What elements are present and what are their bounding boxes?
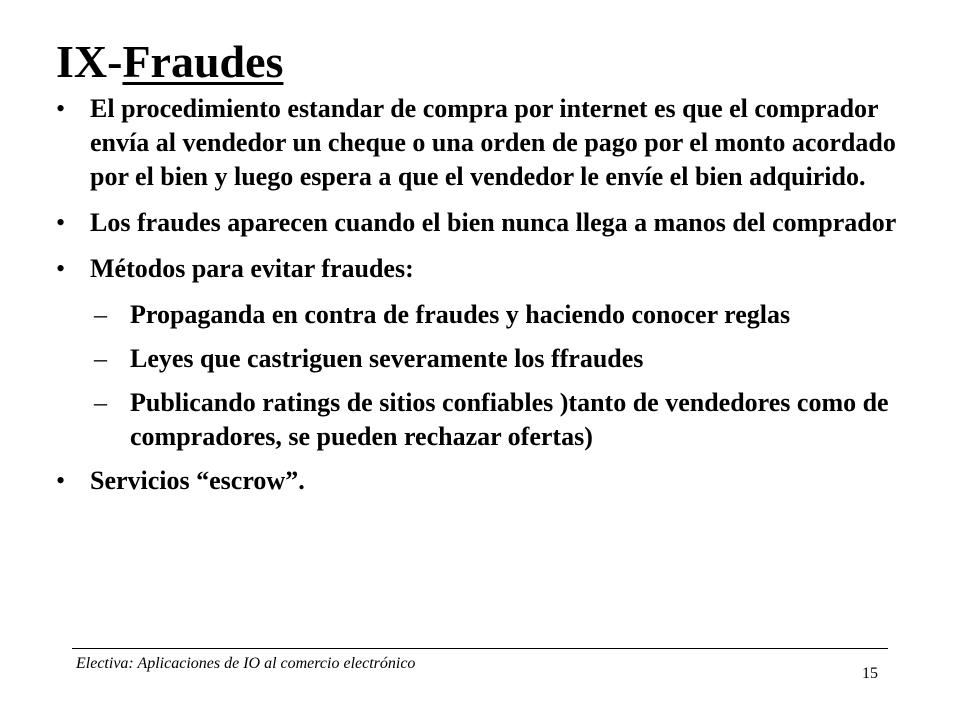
sub-bullet-text: Publicando ratings de sitios confiables )tanto de vendedores como de compradores, se pueden rechazar ofertas) bbox=[130, 388, 889, 451]
bullet-marker: • bbox=[56, 208, 66, 237]
sub-bullet-item bbox=[56, 342, 904, 376]
bullet-marker: • bbox=[56, 466, 66, 495]
bullet-text: Métodos para evitar fraudes: bbox=[90, 254, 414, 283]
bullet-item bbox=[56, 252, 904, 286]
sub-bullet-text: Leyes que castriguen severamente los ffraudes bbox=[130, 344, 644, 373]
bullet-item bbox=[56, 92, 904, 194]
bullet-list bbox=[56, 92, 904, 510]
sub-bullet-marker: – bbox=[94, 388, 107, 417]
sub-bullet-item bbox=[56, 386, 904, 454]
page-number: 15 bbox=[862, 665, 878, 682]
bullet-text: Los fraudes aparecen cuando el bien nunca llega a manos del comprador bbox=[90, 208, 897, 237]
sub-bullet-item bbox=[56, 298, 904, 332]
bullet-text: El procedimiento estandar de compra por internet es que el comprador envía al vendedor un cheque o una orden de pago por el monto acordado por el bien y luego espera a que el vendedor le envíe el bien adquirido. bbox=[90, 94, 896, 191]
bullet-marker: • bbox=[56, 94, 66, 123]
slide-title bbox=[56, 36, 283, 88]
sub-bullet-marker: – bbox=[94, 300, 107, 329]
bullet-item bbox=[56, 206, 904, 240]
title-main: Fraudes bbox=[122, 36, 284, 87]
bullet-text: Servicios “escrow”. bbox=[90, 466, 305, 495]
sub-bullet-marker: – bbox=[94, 344, 107, 373]
footer-course-label: Electiva: Aplicaciones de IO al comercio electrónico bbox=[76, 655, 416, 672]
sub-bullet-text: Propaganda en contra de fraudes y haciendo conocer reglas bbox=[130, 300, 791, 329]
bullet-item bbox=[56, 464, 904, 498]
footer-divider bbox=[72, 648, 888, 649]
bullet-marker: • bbox=[56, 254, 66, 283]
title-prefix: IX- bbox=[56, 36, 123, 87]
